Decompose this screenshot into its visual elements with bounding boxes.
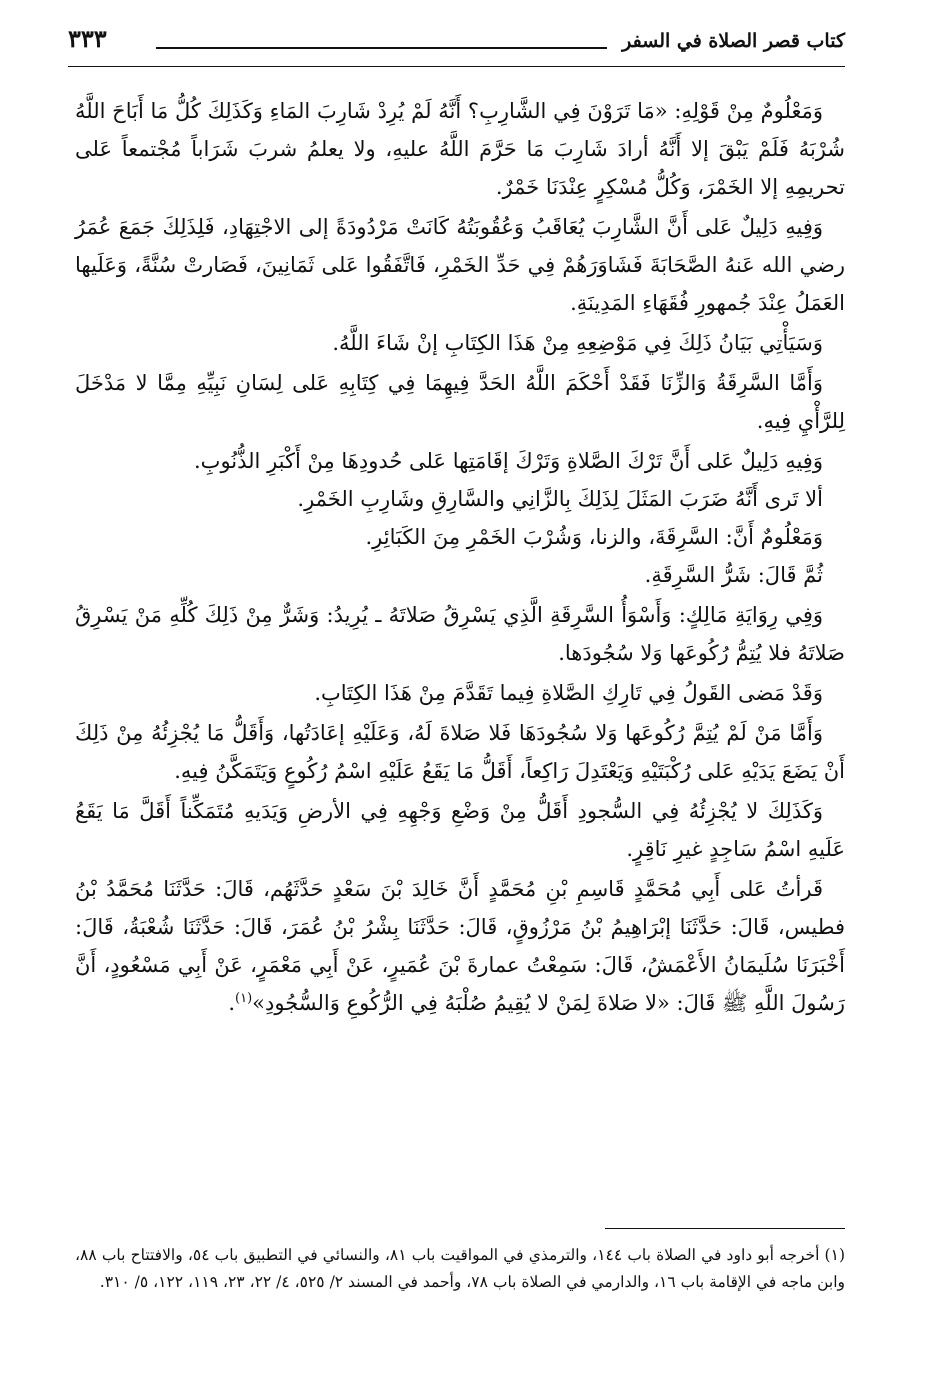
main-text [75, 92, 845, 1207]
hadith-paragraph: قَرأتُ عَلى أَبِي مُحَمَّدٍ قَاسِمِ بْنِ مُحَمَّدٍ أَنَّ خَالِدَ بْنَ سَعْدٍ حَدَّثَهُم، قَالَ: حَدَّثَنَا مُحَمَّدُ بْنُ فطيس، قَالَ: حَدَّثَنَا إبْرَاهِيمُ بْنُ مَرْزُوقٍ، قَالَ: حَدَّثَنَا بِشْرُ بْنُ عُمَرَ، قَالَ: حَدَّثَنَا شُعْبَةُ، قَالَ: أَخْبَرَنَا سُلَيمَانُ الأَعْمَشُ، قَالَ: سَمِعْتُ عمارةَ بْنَ عُمَيرٍ، عَنْ أَبِي مَعْمَرٍ، عَنْ أَبِي مَسْعُودٍ، أَنَّ رَسُولَ اللَّهِ ﷺ قَالَ: «لا صَلاةَ لِمَنْ لا يُقِيمُ صُلْبَهُ فِي الرُّكُوعِ وَالسُّجُودِ»$^{(١)}$. [75, 877, 845, 1015]
footnote [75, 1242, 845, 1296]
header-rule [156, 47, 607, 49]
paragraph: وَأَمَّا السَّرِقَةُ وَالزِّنَا فَقَدْ أَحْكَمَ اللَّهُ الحَدَّ فِيهِمَا فِي كِتَابِهِ عَلى لِسَانِ نَبِيِّهِ مِمَّا لا مَدْخَلَ لِلرَّأْيِ فِيهِ. [75, 371, 845, 433]
paragraph: وَقَدْ مَضى القَولُ فِي تَارِكِ الصَّلاةِ فِيما تَقَدَّمَ مِنْ هَذَا الكِتَابِ. [314, 681, 823, 705]
footnote-text: (١) أخرجه أبو داود في الصلاة باب ١٤٤، والترمذي في المواقيت باب ٨١، والنسائي في التطبيق باب ٥٤، والافتتاح باب ٨٨، وابن ماجه في الإقامة باب ١٦، والدارمي في الصلاة باب ٧٨، وأحمد في المسند ٢/ ٥٢٥، ٤/ ٢٢، ٢٣، ١١٩، ١٢٢، ٥/ ٣١٠. [75, 1246, 845, 1291]
paragraph: ألا تَرى أَنَّهُ ضَرَبَ المَثَلَ لِذَلِكَ بِالزَّانِي والسَّارِقِ وشَارِبِ الخَمْرِ. [297, 487, 823, 511]
paragraph: وَسَيَأْتِي بَيَانُ ذَلِكَ فِي مَوْضِعِهِ مِنْ هَذَا الكِتَابِ إنْ شَاءَ اللَّهُ. [332, 331, 823, 355]
page-number: ٣٣٣ [68, 24, 107, 53]
hadith-text: قَرأتُ عَلى أَبِي مُحَمَّدٍ قَاسِمِ بْنِ مُحَمَّدٍ أَنَّ خَالِدَ بْنَ سَعْدٍ حَدَّثَهُم، قَالَ: حَدَّثَنَا مُحَمَّدُ بْنُ فطيس، قَالَ: حَدَّثَنَا إبْرَاهِيمُ بْنُ مَرْزُوقٍ، قَالَ: حَدَّثَنَا بِشْرُ بْنُ عُمَرَ، قَالَ: حَدَّثَنَا شُعْبَةُ، قَالَ: أَخْبَرَنَا سُلَيمَانُ الأَعْمَشُ، قَالَ: سَمِعْتُ عمارةَ بْنَ عُمَيرٍ، عَنْ أَبِي مَعْمَرٍ، عَنْ أَبِي مَسْعُودٍ، أَنَّ رَسُولَ اللَّهِ ﷺ قَالَ: «لا صَلاةَ لِمَنْ لا يُقِيمُ صُلْبَهُ فِي الرُّكُوعِ وَالسُّجُودِ» [75, 877, 845, 1015]
running-title: كتاب قصر الصلاة في السفر [622, 30, 845, 52]
paragraph: وَمَعْلُومٌ أَنَّ: السَّرِقَةَ، والزنا، وَشُرْبَ الخَمْرِ مِنَ الكَبَائِرِ. [365, 525, 823, 549]
footnote-reference: (١) [235, 991, 253, 1006]
paragraph: وَأَمَّا مَنْ لَمْ يُتِمَّ رُكُوعَها وَلا سُجُودَهَا فَلا صَلاةَ لَهُ، وَعَلَيْهِ إعَادَتُها، وَأَقَلُّ مَا يُجْزِئُهُ مِنْ ذَلِكَ أَنْ يَضَعَ يَدَيْهِ عَلى رُكْبَتَيْهِ وَيَعْتَدِلَ رَاكِعاً، أَقَلُّ مَا يَقَعُ عَلَيْهِ اسْمُ رُكُوعٍ وَيَتَمَكَّنُ فِيهِ. [75, 721, 845, 783]
header-divider [68, 66, 845, 67]
paragraph: وَفِي رِوَايَةِ مَالِكٍ: وَأَسْوَأُ السَّرِقَةِ الَّذِي يَسْرِقُ صَلاتَهُ ـ يُرِيدُ: وَشَرٌّ مِنْ ذَلِكَ كُلِّهِ مَنْ يَسْرِقُ صَلاتَهُ فلا يُتِمُّ رُكُوعَها وَلا سُجُودَها. [75, 603, 845, 665]
paragraph: وَمَعْلُومٌ مِنْ قَوْلِهِ: «مَا تَرَوْنَ فِي الشَّارِبِ؟ أَنَّهُ لَمْ يُرِدْ شَارِبَ المَاءِ وَكَذَلِكَ كُلُّ مَا أَبَاحَ اللَّهُ شُرْبَهُ فَلَمْ يَبْقَ إلا أَنَّهُ أرادَ شَارِبَ مَا حَرَّمَ اللَّهُ عليهِ، ولا يعلمُ شربَ شَرَاباً مُجْتمعاً عَلى تحريمِهِ إلا الخَمْرَ، وَكُلُّ مُسْكِرٍ عِنْدَنَا خَمْرٌ. [75, 99, 845, 199]
footnote-divider [605, 1228, 845, 1229]
paragraph: وَفِيهِ دَلِيلٌ عَلى أَنَّ تَرْكَ الصَّلاةِ وَتَرْكَ إقَامَتِها عَلى حُدودِهَا مِنْ أَكْبَرِ الذُّنُوبِ. [194, 449, 823, 473]
paragraph: وَكَذَلِكَ لا يُجْزِئُهُ فِي السُّجودِ أَقَلُّ مِنْ وَضْعِ وَجْهِهِ فِي الأرضِ وَيَدَيهِ مُتَمَكِّناً أَقَلَّ مَا يَقَعُ عَلَيهِ اسْمُ سَاجِدٍ غيرِ نَاقِرٍ. [75, 799, 845, 861]
page-header [68, 22, 845, 62]
paragraph: ثُمَّ قَالَ: شَرُّ السَّرِقَةِ. [644, 563, 823, 587]
paragraph: وَفِيهِ دَلِيلٌ عَلى أَنَّ الشَّارِبَ يُعَاقَبُ وَعُقُوبَتُهُ كَانَتْ مَرْدُودَةً إلى الاجْتِهَادِ، فَلِذَلِكَ جَمَعَ عُمَرُ رضي الله عَنهُ الصَّحَابَةَ فَشَاوَرَهُمْ فِي حَدِّ الخَمْرِ، فَاتَّفَقُوا عَلى ثَمَانِينَ، فَصَارتْ سُنَّةً، وَعَلَيها العَمَلُ عِنْدَ جُمهورِ فُقَهَاءِ المَدِينَةِ. [75, 215, 845, 315]
